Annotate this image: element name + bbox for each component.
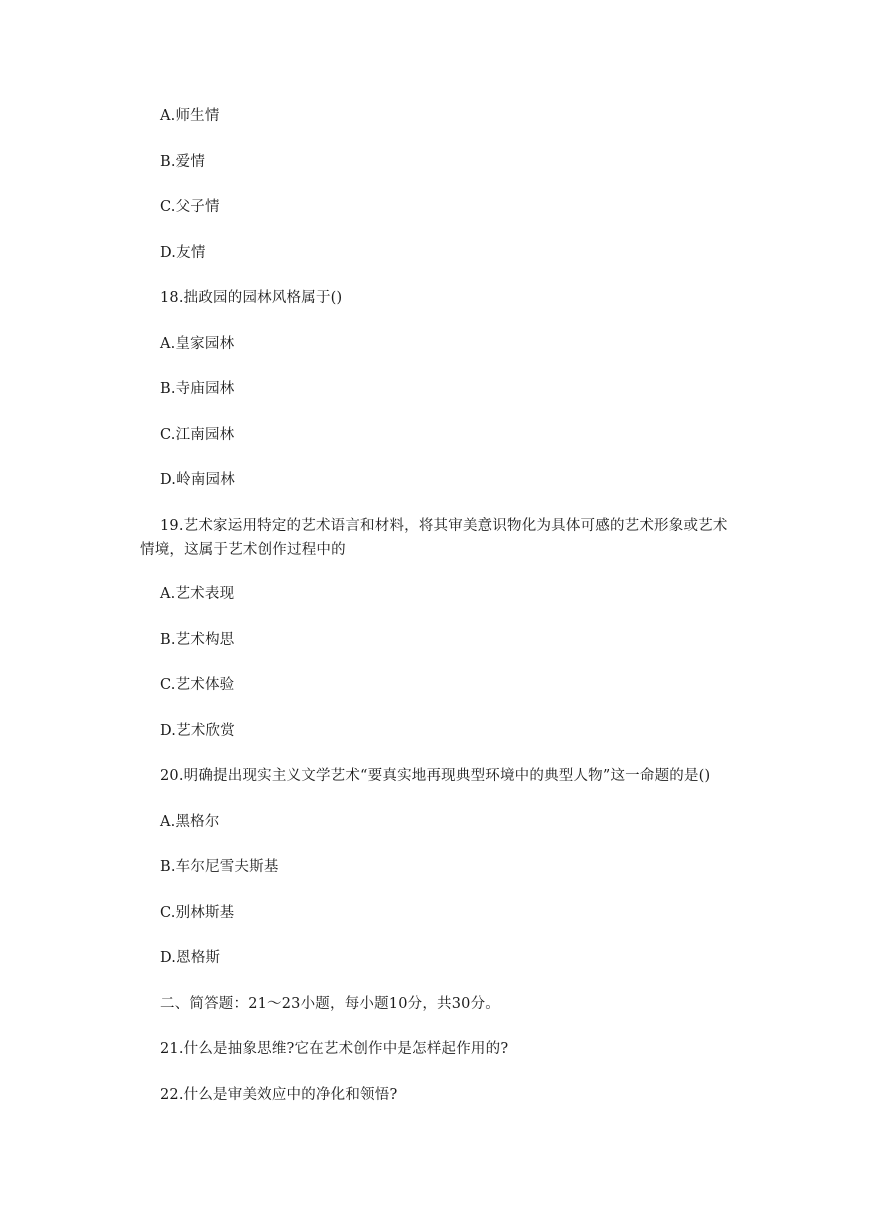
q19-option-a: A.艺术表现 bbox=[160, 586, 235, 602]
question-21: 21.什么是抽象思维?它在艺术创作中是怎样起作用的? bbox=[160, 1041, 509, 1057]
question-18: 18.拙政园的园林风格属于() bbox=[160, 290, 343, 306]
q18-option-d: D.岭南园林 bbox=[160, 472, 235, 488]
q19-option-b: B.艺术构思 bbox=[160, 632, 235, 648]
q20-option-a: A.黑格尔 bbox=[160, 814, 220, 830]
q18-option-b: B.寺庙园林 bbox=[160, 381, 235, 397]
q18-option-c: C.江南园林 bbox=[160, 427, 235, 443]
section-heading-short-answer: 二、简答题：21～23小题，每小题10分，共30分。 bbox=[160, 996, 501, 1012]
q19-option-c: C.艺术体验 bbox=[160, 677, 235, 693]
q17-option-c: C.父子情 bbox=[160, 199, 220, 215]
q17-option-a: A.师生情 bbox=[160, 108, 220, 124]
q20-option-c: C.别林斯基 bbox=[160, 905, 235, 921]
q20-option-b: B.车尔尼雪夫斯基 bbox=[160, 859, 279, 875]
q18-option-a: A.皇家园林 bbox=[160, 336, 235, 352]
q19-option-d: D.艺术欣赏 bbox=[160, 723, 235, 739]
question-19: 19.艺术家运用特定的艺术语言和材料，将其审美意识物化为具体可感的艺术形象或艺术情境，这属于艺术创作过程中的 bbox=[140, 518, 728, 558]
q17-option-d: D.友情 bbox=[160, 245, 206, 261]
q17-option-b: B.爱情 bbox=[160, 154, 206, 170]
question-22: 22.什么是审美效应中的净化和领悟? bbox=[160, 1087, 398, 1103]
question-20: 20.明确提出现实主义文学艺术“要真实地再现典型环境中的典型人物”这一命题的是() bbox=[160, 768, 711, 784]
q20-option-d: D.恩格斯 bbox=[160, 950, 221, 966]
